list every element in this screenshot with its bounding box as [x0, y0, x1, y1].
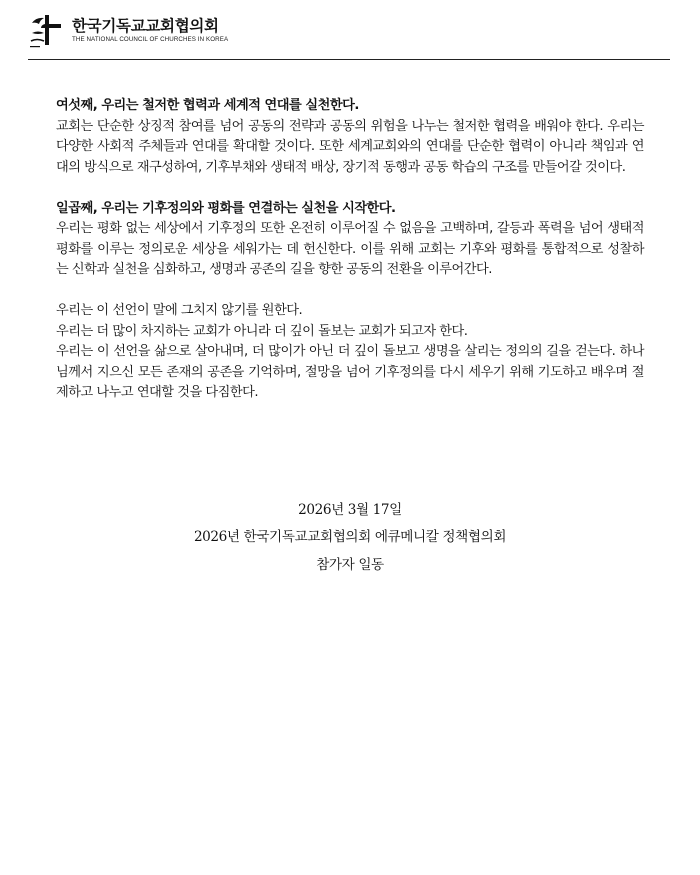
signing-organization: 2026년 한국기독교교회협의회 에큐메니칼 정책협의회: [193, 529, 507, 546]
signers: 참가자 일동: [316, 556, 384, 573]
letterhead: [0, 0, 700, 60]
declaration-date: 2026년 3월 17일: [298, 502, 402, 518]
section-heading-seventh: 일곱째, 우리는 기후정의와 평화를 연결하는 실천을 시작한다.: [56, 200, 396, 216]
cross-dove-logo-icon: [28, 11, 66, 49]
organization-english-name: THE NATIONAL COUNCIL OF CHURCHES IN KOREA: [72, 36, 229, 43]
section-body-sixth: 교회는 단순한 상징적 참여를 넘어 공동의 전략과 공동의 위험을 나누는 철저한 협력을 배워야 한다. 우리는 다양한 사회적 주체들과 연대를 확대할 것이다. 또한 세계교회와의 연대를 단순한 협력이 아니라 책임과 연대의 방식으로 재구성하여, 기후부채와 생태적 배상, 장기적 동행과 공동 학습의 구조를 만들어갈 것이다.: [56, 118, 644, 175]
declaration-body: [56, 96, 644, 404]
signature-block: [0, 497, 700, 579]
organization-name: 한국기독교교회협의회: [72, 17, 219, 35]
section-heading-sixth: 여섯째, 우리는 철저한 협력과 세계적 연대를 실천한다.: [56, 98, 359, 113]
closing-line-1: 우리는 이 선언이 말에 그치지 않기를 원한다.: [56, 303, 303, 318]
closing-line-2: 우리는 더 많이 차지하는 교회가 아니라 더 깊이 돌보는 교회가 되고자 한다.: [56, 323, 468, 339]
paragraph-spacer: [56, 281, 644, 302]
header-divider: [28, 59, 670, 60]
paragraph-spacer: [56, 178, 644, 199]
section-body-seventh: 우리는 평화 없는 세상에서 기후정의 또한 온전히 이루어질 수 없음을 고백하며, 갈등과 폭력을 넘어 생태적 평화를 이루는 정의로운 세상을 세워가는 데 헌신한다. 이를 위해 교회는 기후와 평화를 통합적으로 성찰하는 신학과 실천을 심화하고, 생명과 공존의 길을 향한 공동의 전환을 이루어간다.: [56, 221, 644, 277]
closing-line-3: 우리는 이 선언을 삶으로 살아내며, 더 많이가 아닌 더 깊이 돌보고 생명을 살리는 정의의 길을 걷는다. 하나님께서 지으신 모든 존재의 공존을 기억하며, 절망을 넘어 기후정의를 다시 세우기 위해 기도하고 배우며 절제하고 나누고 연대할 것을 다짐한다.: [56, 344, 644, 400]
